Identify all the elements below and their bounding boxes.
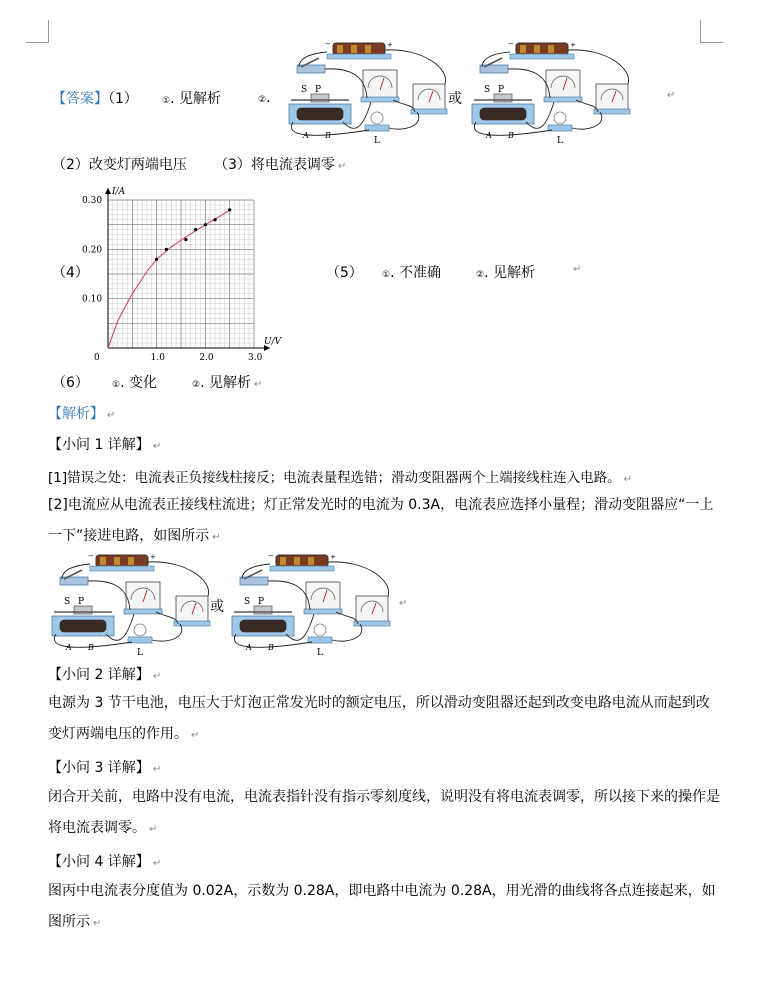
return-mark-icon: ↵: [152, 764, 162, 775]
return-mark-icon: ↵: [152, 858, 162, 869]
q5-sub2-mark: ②: [476, 270, 485, 280]
return-mark-icon: ↵: [399, 598, 408, 609]
circuit-label-a: A: [66, 643, 72, 652]
return-mark-icon: ↵: [152, 441, 162, 452]
return-mark-icon: ↵: [253, 379, 263, 390]
sub2-title: 【小问 2 详解】 ↵: [48, 667, 162, 683]
return-mark-icon: ↵: [191, 730, 200, 741]
q5-sub2-text: . 见解析: [484, 265, 535, 281]
q1-sub1-text: . 见解析: [170, 91, 221, 107]
q6-answer-1: [112, 372, 157, 392]
answer-line-1: [52, 88, 138, 108]
sub4-title: 【小问 4 详解】 ↵: [48, 854, 162, 870]
q1-answer-2: [258, 90, 271, 106]
data-point: [213, 218, 216, 221]
sub2-para: 电源为 3 节干电池，电压大于灯泡正常发光时的额定电压，所以滑动变阻器还起到改变电路电流从而起到改变灯两端电压的作用。 ↵: [48, 695, 710, 742]
data-point: [194, 228, 197, 231]
circuit-label-a: A: [303, 131, 309, 140]
return-mark-icon: ↵: [149, 824, 158, 835]
analysis-or-text: 或: [210, 599, 224, 615]
return-mark-icon: ↵: [212, 532, 221, 543]
y-axis-arrow: [105, 188, 111, 194]
circuit-label-l: L: [374, 136, 380, 146]
return-mark-icon: ↵: [107, 410, 116, 421]
x-tick-label: 1.0: [150, 353, 165, 363]
circuit-label-l: L: [137, 648, 143, 658]
sub1-para-1: [1]错误之处：电流表正负接线柱接反；电流表量程选错；滑动变阻器两个上端接线柱连入电路。 ↵: [48, 470, 633, 486]
circuit-label-p: P: [78, 597, 85, 607]
x-tick-label: 0: [94, 353, 100, 363]
sub1-para-2: [2]电流应从电流表正接线柱流进；灯正常发光时的电流为 0.3A，电流表应选择小量程；滑动变阻器应“一上一下”接进电路，如图所示 ↵: [48, 497, 714, 544]
q6-sub1-mark: ①: [112, 380, 121, 390]
circuit-label-a: A: [486, 131, 492, 140]
sub1-title: 【小问 1 详解】 ↵: [48, 437, 162, 453]
y-tick-label: 0.20: [82, 245, 103, 256]
q5-sub1-text: . 不准确: [390, 265, 441, 281]
data-point: [165, 248, 168, 251]
answer-label: 【答案】: [52, 91, 108, 107]
return-mark-icon: ↵: [623, 474, 633, 485]
data-point: [204, 223, 207, 226]
q3-answer: （3）将电流表调零 ↵: [214, 157, 347, 173]
circuit-label-l: L: [557, 136, 563, 146]
circuit-label-p: P: [315, 85, 322, 95]
circuit-label-s: S: [484, 85, 491, 95]
return-mark-icon: ↵: [93, 918, 102, 929]
answer-or-text: 或: [448, 91, 462, 107]
circuit-label-s: S: [301, 85, 308, 95]
circuit-label-s: S: [244, 597, 251, 607]
q1-number: （1）: [108, 91, 138, 107]
q6-number: （6）: [52, 375, 89, 391]
return-mark-icon: ↵: [573, 264, 582, 275]
analysis-label-line: [48, 403, 115, 423]
data-point: [228, 208, 231, 211]
circuit-diagram-answer-1: [285, 40, 455, 146]
q6-sub1-text: . 变化: [120, 375, 157, 391]
x-tick-label: 3.0: [248, 353, 263, 363]
return-mark-icon: ↵: [337, 161, 347, 172]
circuit-label-b: B: [268, 643, 274, 652]
sub3-para: 闭合开关前，电路中没有电流，电流表指针没有指示零刻度线，说明没有将电流表调零，所以接下来的操作是将电流表调零。 ↵: [48, 789, 720, 836]
q6-sub2-mark: ②: [192, 380, 201, 390]
circuit-label-b: B: [88, 643, 94, 652]
y-tick-label: 0.30: [82, 196, 103, 206]
y-tick-label: 0.10: [82, 294, 103, 305]
x-tick-label: 2.0: [199, 353, 214, 363]
circuit-diagram-analysis-2: [228, 552, 398, 658]
q1-sub2-mark: ②: [258, 95, 267, 105]
q5-answer-1: [382, 262, 441, 282]
circuit-diagram-answer-2: [468, 40, 638, 146]
q1-sub1-mark: ①: [162, 96, 171, 106]
circuit-diagram-analysis-1: [48, 552, 218, 658]
circuit-label-s: S: [64, 597, 71, 607]
circuit-label-a: A: [246, 643, 252, 652]
sub3-title: 【小问 3 详解】 ↵: [48, 760, 162, 776]
circuit-label-p: P: [258, 597, 265, 607]
q4-number: （4）: [52, 265, 89, 281]
q5-number: （5）: [326, 265, 363, 281]
q5-sub1-mark: ①: [382, 270, 391, 280]
q1-answer-1: [162, 88, 221, 108]
q6-answer-2: [192, 372, 262, 392]
return-mark-icon: ↵: [152, 671, 162, 682]
crop-mark-top-left: [26, 20, 49, 43]
analysis-label: 【解析】: [48, 406, 104, 422]
q6-sub2-text: . 见解析: [200, 375, 251, 391]
circuit-label-p: P: [498, 85, 505, 95]
data-point: [155, 258, 158, 261]
circuit-label-l: L: [317, 648, 323, 658]
data-point: [184, 238, 187, 241]
crop-mark-top-right: [700, 20, 723, 43]
q2-answer: （2）改变灯两端电压: [52, 157, 187, 173]
iu-graph: [78, 172, 300, 364]
return-mark-icon: ↵: [667, 90, 676, 101]
sub4-para: 图丙中电流表分度值为 0.02A，示数为 0.28A，即电路中电流为 0.28A，用光滑的曲线将各点连接起来，如图所示 ↵: [48, 883, 716, 930]
q5-answer-2: [476, 262, 535, 282]
circuit-label-b: B: [508, 131, 514, 140]
circuit-label-b: B: [325, 131, 331, 140]
x-axis-label: U/V: [264, 337, 282, 347]
y-axis-label: I/A: [112, 187, 126, 197]
q1-sub2-text: .: [266, 90, 271, 106]
